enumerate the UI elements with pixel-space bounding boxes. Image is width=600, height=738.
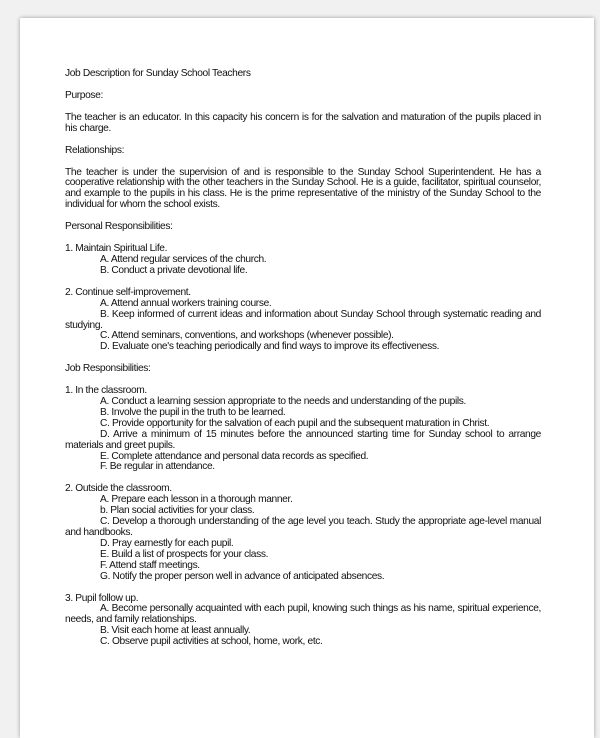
list-item: C. Attend seminars, conventions, and workshops (whenever possible). <box>100 330 394 342</box>
purpose-paragraph: The teacher is an educator. In this capacity his concern is for the salvation and maturation of the pupils placed in his charge. <box>65 111 541 134</box>
list-item: E. Build a list of prospects for your class. <box>100 548 269 560</box>
list-item: A. Become personally acquainted with each pupil, knowing such things as his name, spiritual experience, needs, and family relationships. <box>65 603 541 626</box>
list-item: D. Arrive a minimum of 15 minutes before the announced starting time for Sunday school to arrange materials and greet pupils. <box>65 428 541 451</box>
list-heading: 3. Pupil follow up. <box>65 592 139 604</box>
relationships-paragraph: The teacher is under the supervision of and is responsible to the Sunday School Superintendent. He has a cooperative relationship with the other teachers in the Sunday School. He is a guide, facilitator, spiritual counselor, and example to the pupils in his class. He is the prime representative of the ministry of the Sunday School to the individual for whom the school exists. <box>65 166 541 211</box>
list-item: C. Develop a thorough understanding of the age level you teach. Study the appropriate age-level manual and handbooks. <box>65 516 541 538</box>
document-body <box>65 69 541 648</box>
relationships-heading: Relationships: <box>65 144 125 156</box>
purpose-heading: Purpose: <box>65 89 103 101</box>
list-item: F. Be regular in attendance. <box>100 461 215 473</box>
list-item: A. Attend regular services of the church. <box>100 253 267 265</box>
list-heading: 1. Maintain Spiritual Life. <box>65 243 168 255</box>
list-item: C. Provide opportunity for the salvation of each pupil and the subsequent maturation in Christ. <box>100 417 490 429</box>
list-item: C. Observe pupil activities at school, home, work, etc. <box>100 636 323 648</box>
list-item: B. Keep informed of current ideas and information about Sunday School through systematic reading and studying. <box>65 308 541 331</box>
list-item: B. Conduct a private devotional life. <box>100 264 248 276</box>
list-heading: 2. Outside the classroom. <box>65 483 172 495</box>
list-item: A. Prepare each lesson in a thorough manner. <box>100 494 293 506</box>
list-item: B. Visit each home at least annually. <box>100 625 251 637</box>
job-responsibilities-heading: Job Responsibilities: <box>65 363 151 375</box>
list-item: B. Involve the pupil in the truth to be learned. <box>100 406 286 418</box>
list-item: G. Notify the proper person well in advance of anticipated absences. <box>100 570 385 582</box>
list-item: D. Evaluate one's teaching periodically and find ways to improve its effectiveness. <box>100 341 440 353</box>
personal-section-1 <box>65 244 541 277</box>
list-item: b. Plan social activities for your class. <box>100 505 255 517</box>
job-section-3 <box>65 594 541 649</box>
list-item: E. Complete attendance and personal data records as specified. <box>100 450 369 462</box>
personal-section-2 <box>65 288 541 353</box>
document-title: Job Description for Sunday School Teachers <box>65 68 251 79</box>
personal-responsibilities-heading: Personal Responsibilities: <box>65 221 173 233</box>
job-section-2 <box>65 484 541 582</box>
document-page <box>20 18 594 738</box>
list-item: F. Attend staff meetings. <box>100 559 200 571</box>
list-heading: 2. Continue self-improvement. <box>65 286 191 298</box>
job-section-1 <box>65 386 541 473</box>
list-item: D. Pray earnestly for each pupil. <box>100 537 234 549</box>
list-item: A. Conduct a learning session appropriate to the needs and understanding of the pupils. <box>100 396 467 408</box>
list-heading: 1. In the classroom. <box>65 385 147 397</box>
list-item: A. Attend annual workers training course. <box>100 297 272 309</box>
